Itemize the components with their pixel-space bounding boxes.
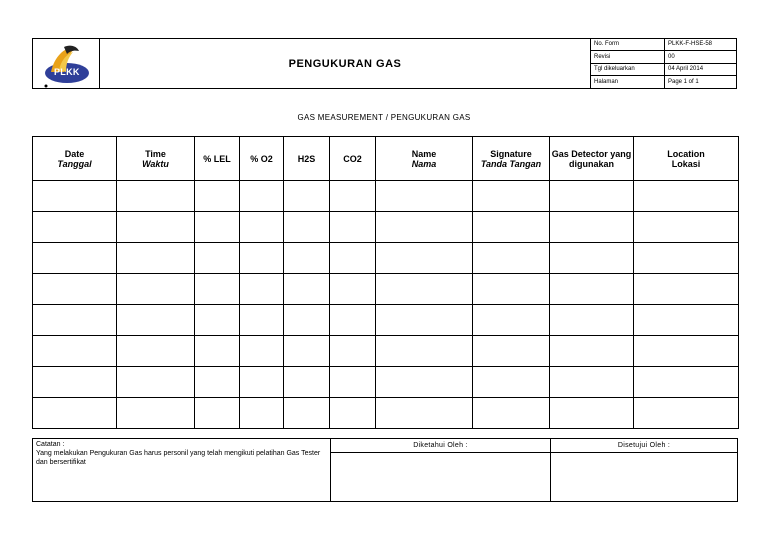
col-h2s: H2S: [284, 137, 330, 181]
form-header: [32, 38, 737, 89]
col-signature: Signature Tanda Tangan: [473, 137, 550, 181]
gas-measurement-table: [32, 136, 739, 429]
table-cell[interactable]: [33, 336, 117, 367]
col-o2: % O2: [240, 137, 284, 181]
table-cell[interactable]: [376, 274, 473, 305]
table-cell[interactable]: [330, 243, 376, 274]
table-cell[interactable]: [240, 243, 284, 274]
form-footer: [32, 438, 738, 502]
meta-value: 00: [665, 51, 737, 64]
table-header-row: [33, 137, 739, 181]
table-cell[interactable]: [473, 305, 550, 336]
col-gas-detector: Gas Detector yang digunakan: [550, 137, 634, 181]
table-cell[interactable]: [284, 274, 330, 305]
approved-by-box[interactable]: [551, 439, 737, 501]
meta-row: [591, 63, 736, 76]
table-cell[interactable]: [550, 243, 634, 274]
table-cell[interactable]: [550, 367, 634, 398]
table-cell[interactable]: [33, 212, 117, 243]
table-cell[interactable]: [330, 398, 376, 429]
table-cell[interactable]: [240, 398, 284, 429]
table-cell[interactable]: [376, 243, 473, 274]
form-title: PENGUKURAN GAS: [100, 39, 591, 88]
table-cell[interactable]: [473, 181, 550, 212]
meta-row: [591, 39, 736, 51]
meta-label: No. Form: [591, 39, 665, 51]
col-co2: CO2: [330, 137, 376, 181]
table-row: [33, 274, 739, 305]
meta-value: 04 April 2014: [665, 63, 737, 76]
table-cell[interactable]: [117, 243, 195, 274]
logo-emblem-icon: [37, 42, 95, 88]
meta-label: Revisi: [591, 51, 665, 64]
table-cell[interactable]: [634, 398, 739, 429]
notes-text: Yang melakukan Pengukuran Gas harus personil yang telah mengikuti pelatihan Gas Tester dan bersertifikat: [36, 450, 321, 466]
table-cell[interactable]: [634, 181, 739, 212]
logo-text: PLKK: [54, 67, 80, 77]
table-cell[interactable]: [634, 367, 739, 398]
notes-box: [33, 439, 331, 501]
table-cell[interactable]: [240, 181, 284, 212]
table-cell[interactable]: [284, 336, 330, 367]
known-by-box[interactable]: [331, 439, 551, 501]
table-row: [33, 212, 739, 243]
col-location: Location Lokasi: [634, 137, 739, 181]
table-row: [33, 181, 739, 212]
table-cell[interactable]: [117, 274, 195, 305]
table-cell[interactable]: [117, 305, 195, 336]
table-body: [33, 181, 739, 429]
table-cell[interactable]: [330, 336, 376, 367]
table-cell[interactable]: [473, 336, 550, 367]
col-date: Date Tanggal: [33, 137, 117, 181]
table-cell[interactable]: [117, 367, 195, 398]
table-row: [33, 367, 739, 398]
table-cell[interactable]: [634, 274, 739, 305]
table-cell[interactable]: [195, 398, 240, 429]
table-cell[interactable]: [33, 274, 117, 305]
col-name: Name Nama: [376, 137, 473, 181]
table-cell[interactable]: [33, 305, 117, 336]
table-cell[interactable]: [117, 336, 195, 367]
table-cell[interactable]: [376, 212, 473, 243]
table-cell[interactable]: [473, 367, 550, 398]
table-cell[interactable]: [284, 181, 330, 212]
table-cell[interactable]: [117, 398, 195, 429]
table-cell[interactable]: [117, 181, 195, 212]
table-cell[interactable]: [376, 181, 473, 212]
table-cell[interactable]: [634, 336, 739, 367]
company-logo: [33, 39, 100, 88]
meta-label: Tgl dikeluarkan: [591, 63, 665, 76]
table-cell[interactable]: [634, 305, 739, 336]
table-cell[interactable]: [33, 243, 117, 274]
table-cell[interactable]: [240, 212, 284, 243]
table-row: [33, 305, 739, 336]
meta-value: PLKK-F-HSE-58: [665, 39, 737, 51]
table-cell[interactable]: [550, 336, 634, 367]
table-cell[interactable]: [240, 274, 284, 305]
table-cell[interactable]: [376, 367, 473, 398]
table-cell[interactable]: [473, 212, 550, 243]
table-cell[interactable]: [33, 181, 117, 212]
table-cell[interactable]: [330, 274, 376, 305]
table-cell[interactable]: [634, 212, 739, 243]
meta-row: [591, 76, 736, 88]
table-cell[interactable]: [195, 243, 240, 274]
table-cell[interactable]: [240, 336, 284, 367]
table-row: [33, 398, 739, 429]
table-cell[interactable]: [195, 181, 240, 212]
table-cell[interactable]: [550, 212, 634, 243]
table-cell[interactable]: [284, 212, 330, 243]
table-cell[interactable]: [117, 212, 195, 243]
table-cell[interactable]: [195, 305, 240, 336]
table-cell[interactable]: [240, 367, 284, 398]
table-cell[interactable]: [195, 274, 240, 305]
table-cell[interactable]: [550, 274, 634, 305]
table-cell[interactable]: [473, 274, 550, 305]
table-cell[interactable]: [376, 398, 473, 429]
table-cell[interactable]: [240, 305, 284, 336]
table-row: [33, 336, 739, 367]
col-time: Time Waktu: [117, 137, 195, 181]
table-cell[interactable]: [376, 336, 473, 367]
form-meta-table: [591, 39, 736, 88]
table-cell[interactable]: [330, 181, 376, 212]
table-cell[interactable]: [330, 212, 376, 243]
meta-row: [591, 51, 736, 64]
table-cell[interactable]: [376, 305, 473, 336]
col-lel: % LEL: [195, 137, 240, 181]
table-cell[interactable]: [550, 181, 634, 212]
table-cell[interactable]: [550, 398, 634, 429]
table-cell[interactable]: [634, 243, 739, 274]
known-by-label: Diketahui Oleh :: [331, 439, 550, 453]
table-cell[interactable]: [330, 305, 376, 336]
form-subtitle: GAS MEASUREMENT / PENGUKURAN GAS: [297, 113, 471, 122]
notes-title: Catatan :: [36, 441, 65, 448]
table-cell[interactable]: [473, 398, 550, 429]
table-cell[interactable]: [284, 243, 330, 274]
meta-label: Halaman: [591, 76, 665, 88]
table-cell[interactable]: [330, 367, 376, 398]
table-cell[interactable]: [195, 212, 240, 243]
table-cell[interactable]: [284, 305, 330, 336]
table-cell[interactable]: [195, 336, 240, 367]
table-cell[interactable]: [550, 305, 634, 336]
table-cell[interactable]: [33, 398, 117, 429]
approved-by-label: Disetujui Oleh :: [551, 439, 737, 453]
table-cell[interactable]: [33, 367, 117, 398]
table-cell[interactable]: [195, 367, 240, 398]
table-cell[interactable]: [284, 367, 330, 398]
meta-value: Page 1 of 1: [668, 78, 699, 85]
table-cell[interactable]: [284, 398, 330, 429]
table-cell[interactable]: [473, 243, 550, 274]
table-row: [33, 243, 739, 274]
